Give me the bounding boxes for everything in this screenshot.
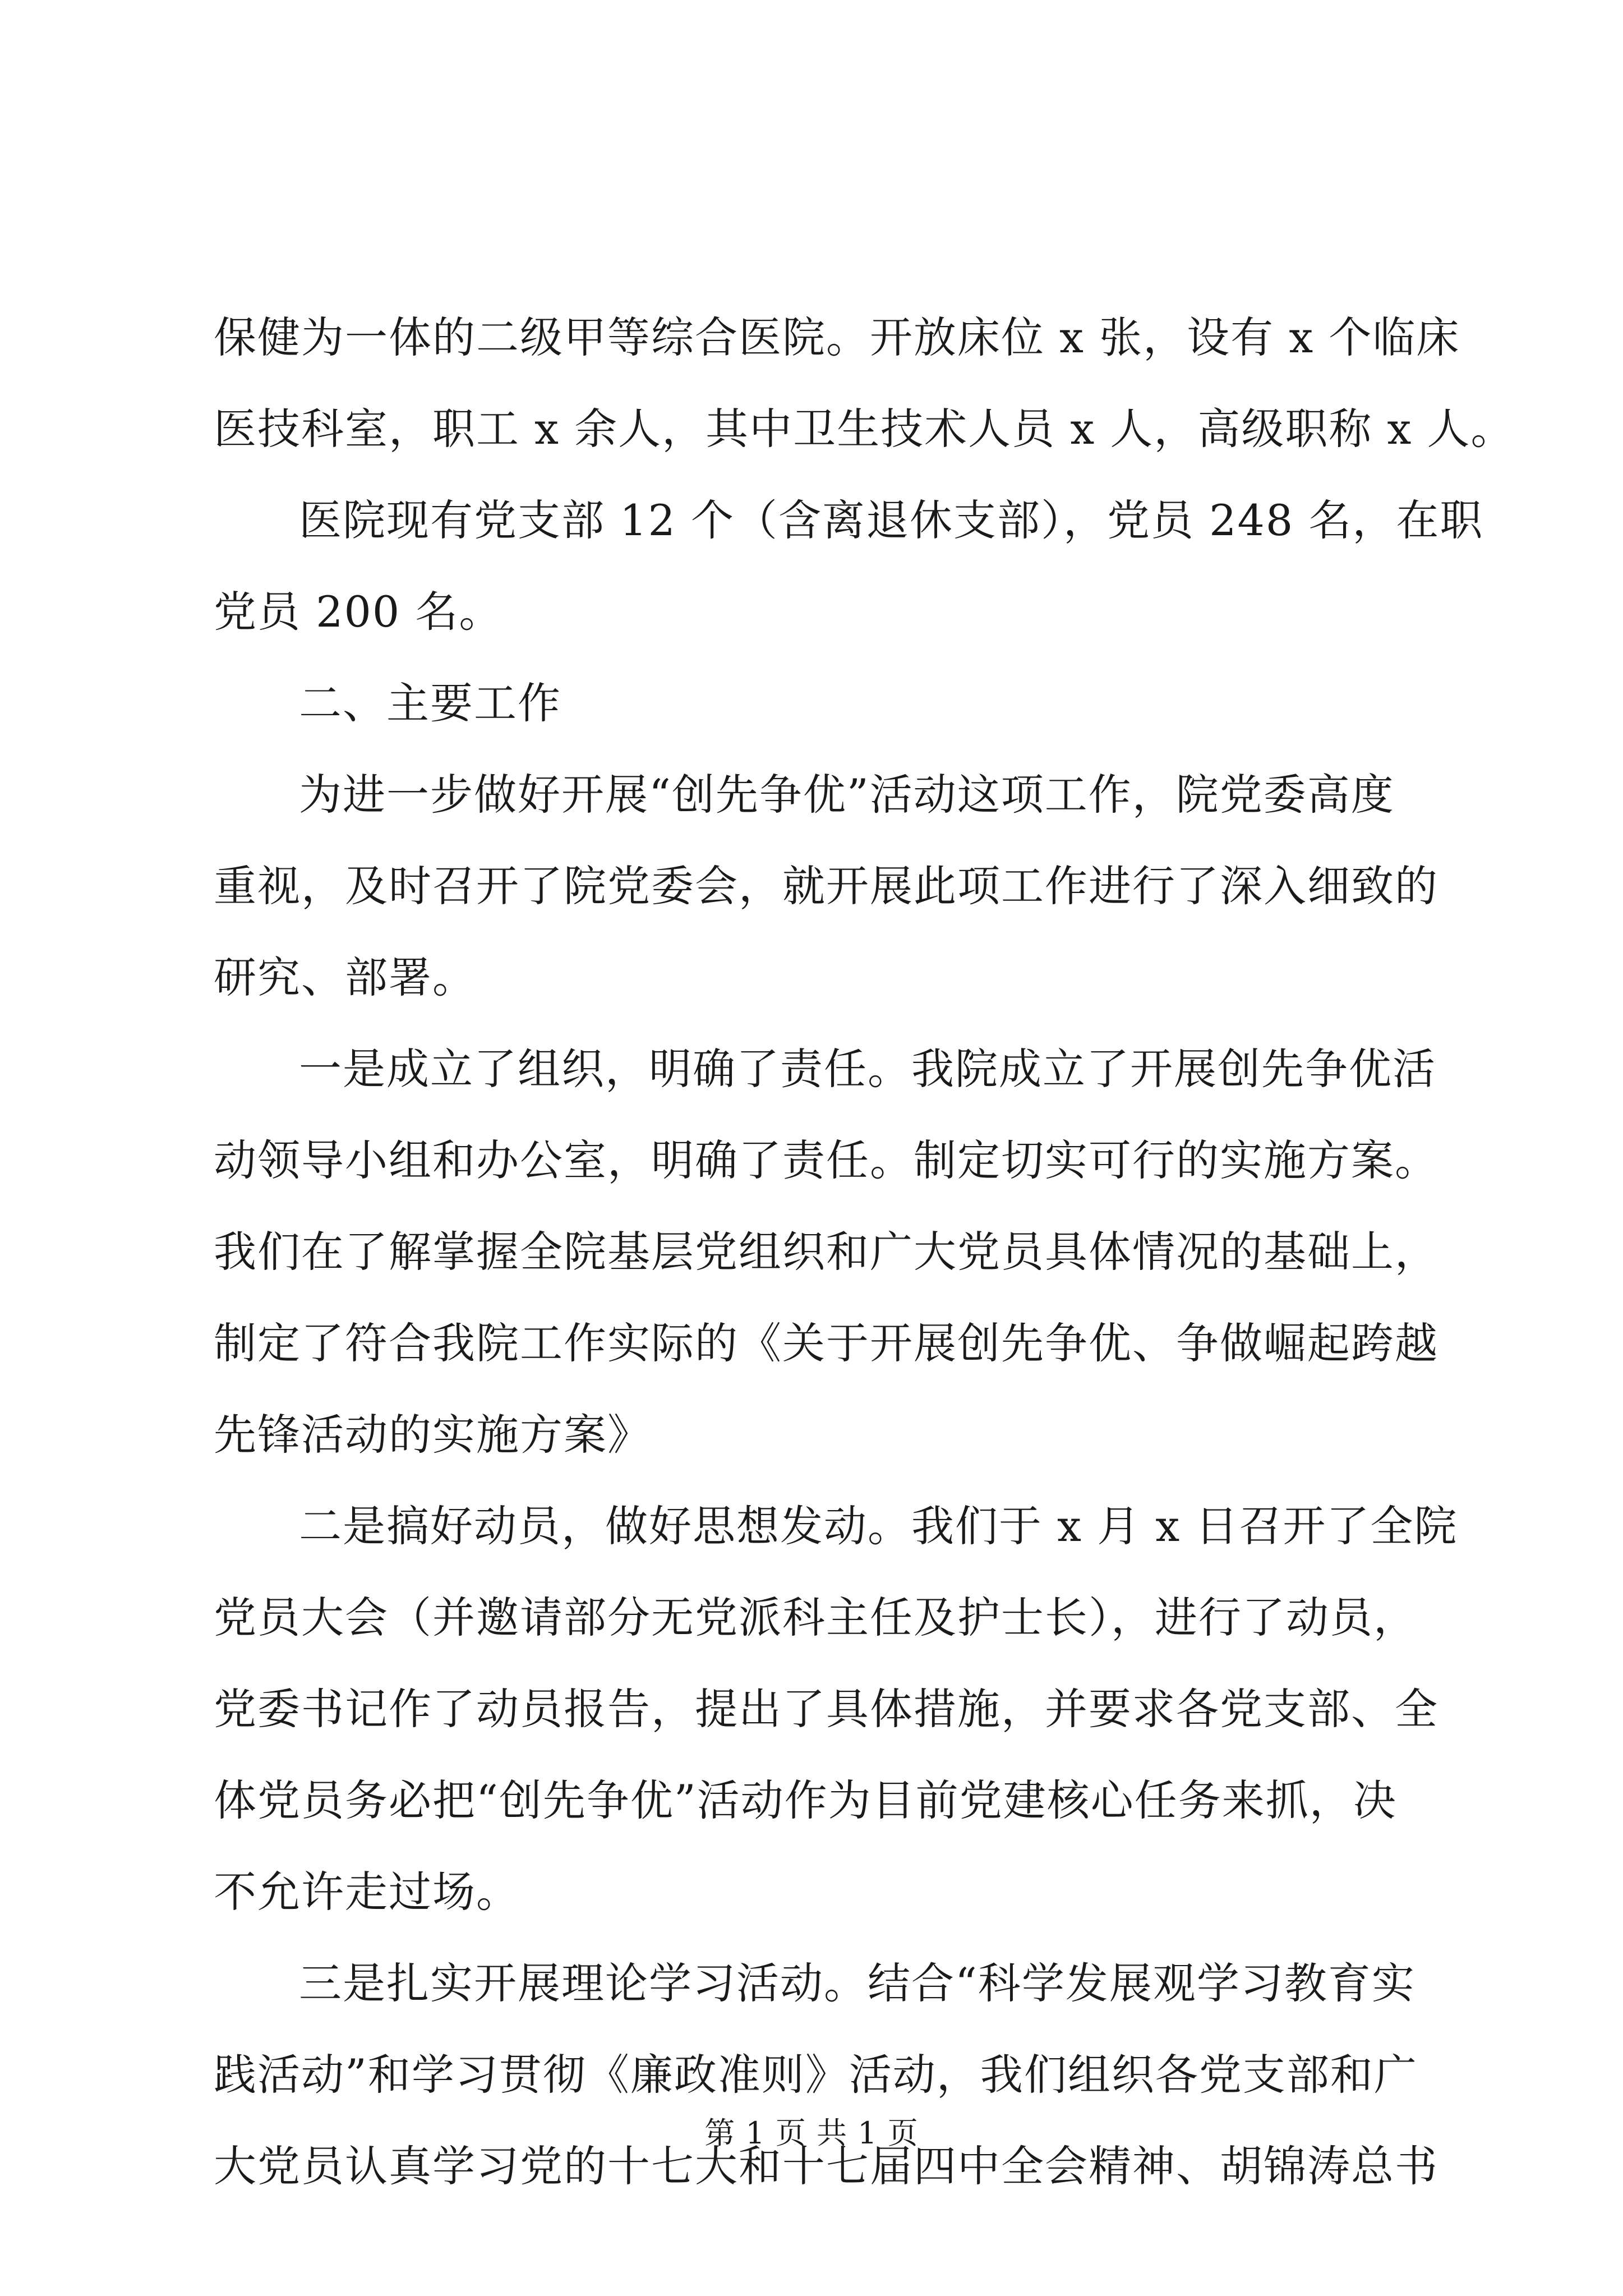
text-line: 不允许走过场。 bbox=[214, 1867, 520, 1917]
text-line: 保健为一体的二级甲等综合医院。开放床位 x 张，设有 x 个临床 bbox=[214, 312, 1460, 362]
text-line: 制定了符合我院工作实际的《关于开展创先争优、争做崛起跨越 bbox=[214, 1318, 1438, 1368]
text-line: 体党员务必把“创先争优”活动作为目前党建核心任务来抓，决 bbox=[214, 1775, 1397, 1825]
text-line: 我们在了解掌握全院基层党组织和广大党员具体情况的基础上， bbox=[214, 1227, 1438, 1277]
text-line: 先锋活动的实施方案》 bbox=[214, 1410, 651, 1460]
text-line: 党员大会（并邀请部分无党派科主任及护士长），进行了动员， bbox=[214, 1593, 1417, 1642]
text-line: 为进一步做好开展“创先争优”活动这项工作，院党委高度 bbox=[299, 770, 1395, 820]
paragraph-p5 bbox=[214, 1023, 1438, 1480]
paragraph-p6 bbox=[214, 1480, 1458, 1938]
paragraph-p7 bbox=[214, 1938, 1438, 2212]
paragraph-p3 bbox=[214, 657, 1419, 749]
text-line: 二、主要工作 bbox=[299, 678, 561, 728]
text-line: 研究、部署。 bbox=[214, 953, 476, 1002]
text-line: 一是成立了组织，明确了责任。我院成立了开展创先争优活 bbox=[299, 1044, 1436, 1094]
text-line: 党委书记作了动员报告，提出了具体措施，并要求各党支部、全 bbox=[214, 1684, 1438, 1734]
document-body bbox=[214, 292, 1515, 2212]
text-line: 动领导小组和办公室，明确了责任。制定切实可行的实施方案。 bbox=[214, 1135, 1438, 1185]
text-line: 三是扎实开展理论学习活动。结合“科学发展观学习教育实 bbox=[299, 1958, 1415, 2008]
text-line: 大党员认真学习党的十七大和十七届四中全会精神、胡锦涛总书 bbox=[214, 2141, 1438, 2191]
text-line: 医院现有党支部 12 个（含离退休支部），党员 248 名，在职 bbox=[299, 495, 1484, 545]
text-line: 践活动”和学习贯彻《廉政准则》活动，我们组织各党支部和广 bbox=[214, 2050, 1418, 2100]
paragraph-p2 bbox=[214, 475, 1484, 657]
paragraph-p1 bbox=[214, 292, 1515, 475]
text-line: 重视，及时召开了院党委会，就开展此项工作进行了深入细致的 bbox=[214, 861, 1438, 911]
text-line: 二是搞好动员，做好思想发动。我们于 x 月 x 日召开了全院 bbox=[299, 1501, 1458, 1551]
page-footer: 第 1 页 共 1 页 bbox=[704, 2115, 919, 2151]
text-line: 党员 200 名。 bbox=[214, 587, 503, 637]
paragraph-p4 bbox=[214, 749, 1438, 1023]
text-line: 医技科室，职工 x 余人，其中卫生技术人员 x 人，高级职称 x 人。 bbox=[214, 404, 1515, 454]
